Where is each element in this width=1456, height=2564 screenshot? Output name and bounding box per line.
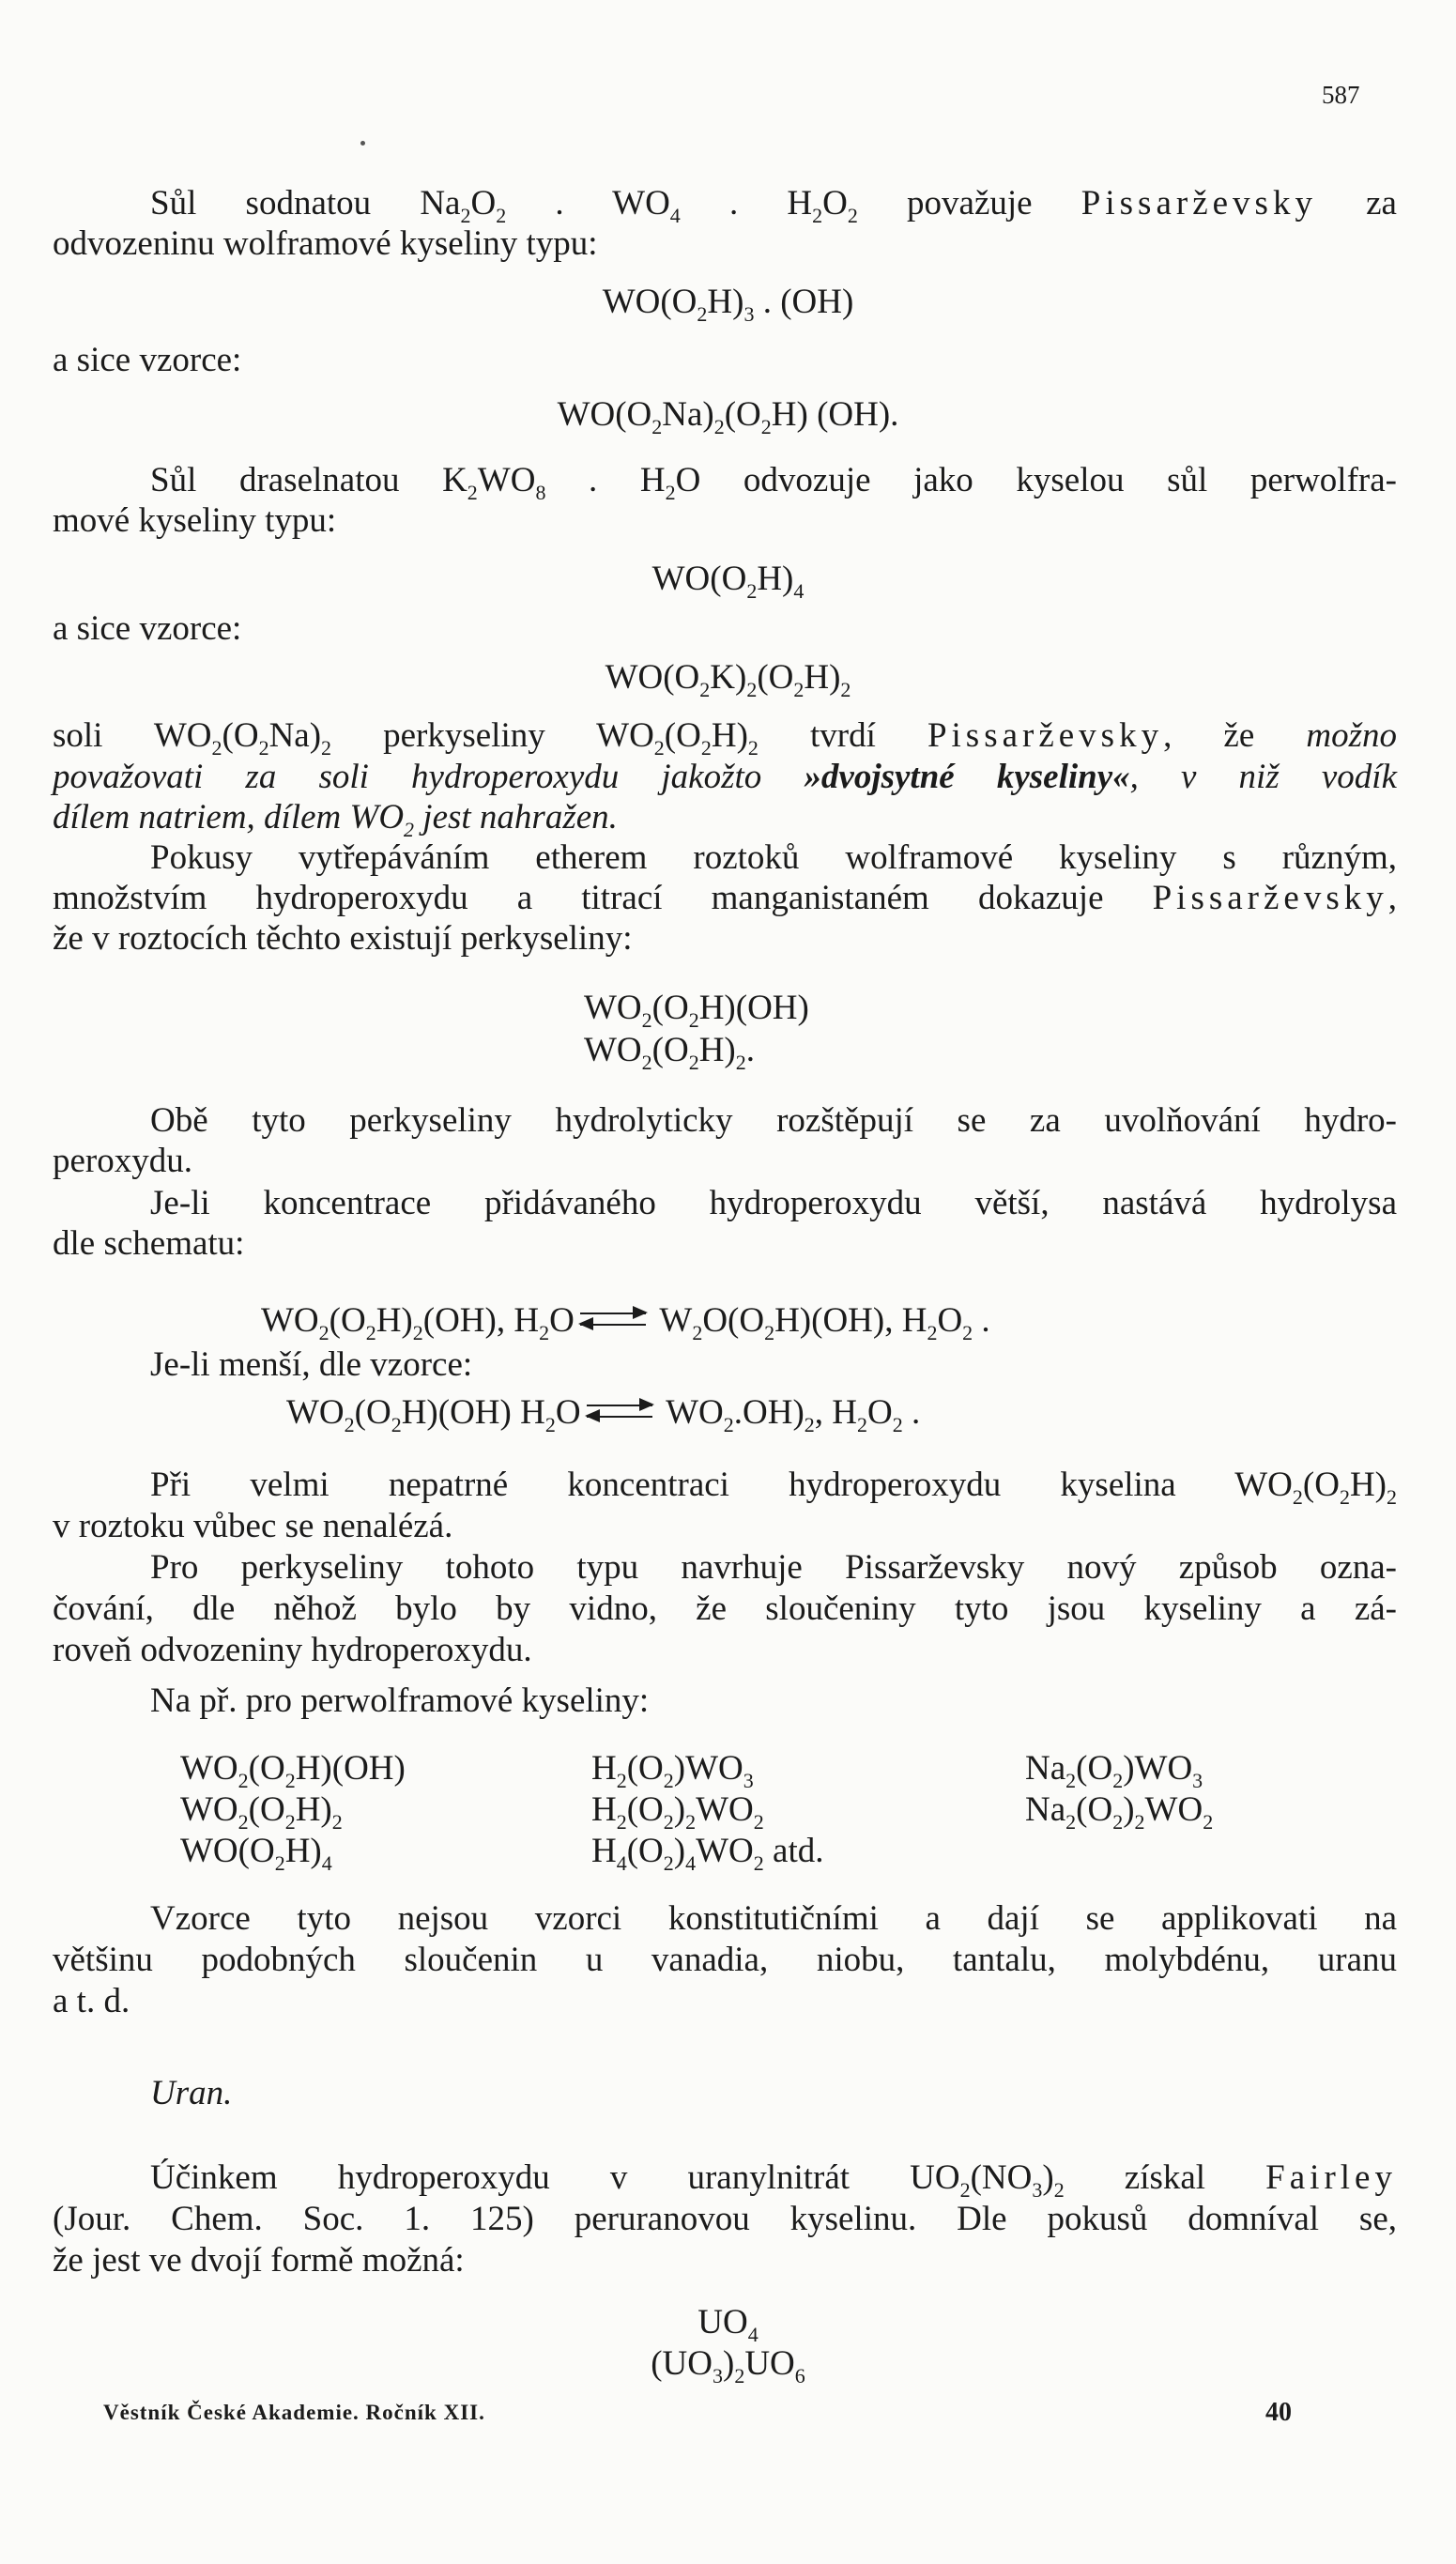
formula: $WO_2(O_2H)_2$. bbox=[584, 1031, 755, 1074]
formula-cell: $WO_2(O_2H)(OH)$ bbox=[180, 1749, 406, 1792]
page-number: 587 bbox=[1322, 81, 1360, 109]
paragraph-line: odvozeninu wolframové kyseliny typu: bbox=[53, 224, 598, 263]
formula: $WO(O_2H)_3$ . (OH) bbox=[602, 283, 854, 326]
ink-dot bbox=[360, 141, 365, 146]
paragraph-line: Pro perkyseliny tohoto typu navrhuje Pissarževsky nový způsob ozna- bbox=[150, 1548, 1397, 1587]
paragraph-line: Při velmi nepatrné koncentraci hydroperoxydu kyselina $WO_2(O_2H)_2$ bbox=[150, 1466, 1397, 1509]
equilibrium-arrow-icon bbox=[587, 1397, 652, 1425]
journal-footer: Věstník České Akademie. Ročník XII. bbox=[103, 2401, 485, 2424]
formula: $WO_2(O_2H)(OH)$ bbox=[584, 989, 809, 1032]
formula: $(UO_3)_2UO_6$ bbox=[651, 2344, 805, 2387]
section-heading: Uran. bbox=[150, 2074, 233, 2112]
paragraph-line: a sice vzorce: bbox=[53, 341, 242, 379]
author-name: Pissarževsky bbox=[1152, 879, 1388, 917]
formula-cell: $H_2(O_2)WO_3$ bbox=[591, 1749, 754, 1792]
author-name: Pissarževsky bbox=[927, 716, 1164, 755]
formula: $WO(O_2H)_4$ bbox=[651, 560, 805, 603]
equilibrium-arrow-icon bbox=[580, 1305, 646, 1333]
paragraph-line: roveň odvozeniny hydroperoxydu. bbox=[53, 1631, 532, 1669]
formula-cell: $H_4(O_2)_4WO_2$ atd. bbox=[591, 1832, 824, 1875]
equation: $WO_2(O_2H)_2(OH)$, $H_2O$ $W_2O(O_2H)(OH)$, $H_2O_2$ . bbox=[261, 1301, 990, 1344]
formula-cell: $Na_2(O_2)_2WO_2$ bbox=[1025, 1790, 1214, 1834]
formula: $UO_4$ bbox=[697, 2303, 759, 2346]
paragraph-line: Je-li menší, dle vzorce: bbox=[150, 1345, 473, 1384]
paragraph-line: považovati za soli hydroperoxydu jakožto »dvojsytné kyseliny«, v niž vodík bbox=[53, 758, 1397, 796]
paragraph-line: Pokusy vytřepáváním etherem roztoků wolframové kyseliny s různým, bbox=[150, 838, 1397, 877]
paragraph-line: dílem natriem, dílem $WO_2$ jest nahražen. bbox=[53, 798, 618, 841]
paragraph-line: soli $WO_2(O_2Na)_2$ perkyseliny $WO_2(O_2H)_2$ tvrdí Pissarževsky, že možno bbox=[53, 716, 1397, 760]
paragraph-line: že v roztocích těchto existují perkyseliny: bbox=[53, 919, 633, 958]
formula-cell: $H_2(O_2)_2WO_2$ bbox=[591, 1790, 764, 1834]
paragraph-line: že jest ve dvojí formě možná: bbox=[53, 2241, 465, 2280]
paragraph-line: Je-li koncentrace přidávaného hydroperoxydu větší, nastává hydrolysa bbox=[150, 1184, 1397, 1222]
formula: $WO(O_2Na)_2(O_2H)$ (OH). bbox=[557, 395, 899, 438]
paragraph-line: Vzorce tyto nejsou vzorci konstitutičními a dají se applikovati na bbox=[150, 1899, 1397, 1938]
paragraph-line: Na př. pro perwolframové kyseliny: bbox=[150, 1681, 650, 1720]
paragraph-line: peroxydu. bbox=[53, 1142, 192, 1180]
formula: $WO(O_2K)_2(O_2H)_2$ bbox=[605, 658, 851, 701]
formula-cell: $WO_2(O_2H)_2$ bbox=[180, 1790, 343, 1834]
paragraph-line: Obě tyto perkyseliny hydrolyticky rozštěpují se za uvolňování hydro- bbox=[150, 1101, 1397, 1140]
paragraph-line: množstvím hydroperoxydu a titrací manganistaném dokazuje Pissarževsky, bbox=[53, 879, 1397, 917]
paragraph-line: mové kyseliny typu: bbox=[53, 501, 337, 540]
paragraph-line: a t. d. bbox=[53, 1982, 130, 2020]
paragraph-line: a sice vzorce: bbox=[53, 609, 242, 648]
paragraph-line: Sůl draselnatou $K_2WO_8$ . $H_2O$ odvozuje jako kyselou sůl perwolfra- bbox=[150, 461, 1397, 504]
formula-cell: $WO(O_2H)_4$ bbox=[180, 1832, 332, 1875]
paragraph-line: (Jour. Chem. Soc. 1. 125) peruranovou kyselinu. Dle pokusů domníval se, bbox=[53, 2200, 1397, 2238]
author-name: Pissarževsky bbox=[1081, 184, 1317, 223]
paragraph-line: čování, dle něhož bylo by vidno, že sloučeniny tyto jsou kyseliny a zá- bbox=[53, 1589, 1397, 1628]
paragraph-line: dle schematu: bbox=[53, 1224, 245, 1263]
signature-mark: 40 bbox=[1265, 2398, 1292, 2427]
author-name: Fairley bbox=[1265, 2158, 1397, 2197]
paragraph-line: v roztoku vůbec se nenalézá. bbox=[53, 1507, 453, 1545]
paragraph-line: Sůl sodnatou $Na_2O_2$ . $WO_4$ . $H_2O_2$ považuje Pissarževsky za bbox=[150, 184, 1397, 227]
paragraph-line: Účinkem hydroperoxydu v uranylnitrát $UO_2(NO_3)_2$ získal Fairley bbox=[150, 2158, 1397, 2202]
emphasis: »dvojsytné kyseliny« bbox=[804, 758, 1130, 796]
paragraph-line: většinu podobných sloučenin u vanadia, niobu, tantalu, molybdénu, uranu bbox=[53, 1941, 1397, 1979]
formula-cell: $Na_2(O_2)WO_3$ bbox=[1025, 1749, 1203, 1792]
equation: $WO_2(O_2H)(OH)$ $H_2O$ $WO_2.OH)_2$, $H_2O_2$ . bbox=[286, 1393, 921, 1436]
